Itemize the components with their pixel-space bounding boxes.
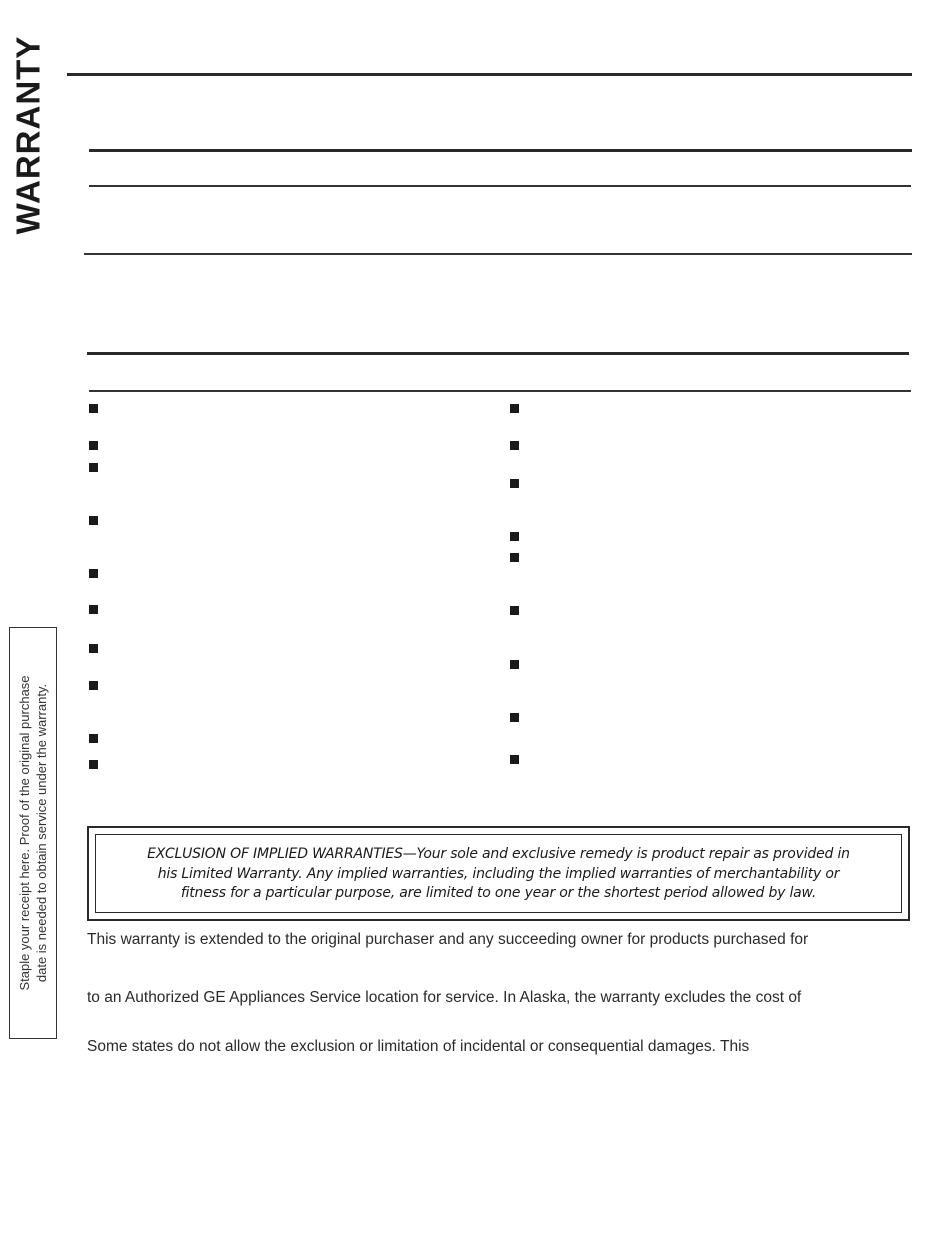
list-bullet <box>89 734 98 743</box>
list-bullet <box>510 404 519 413</box>
section-rule-3 <box>84 253 912 255</box>
list-bullet <box>89 404 98 413</box>
receipt-instructions-line-1: Staple your receipt here. Proof of the original purchase <box>17 675 32 991</box>
exclusion-notice-text <box>96 845 901 904</box>
list-bullet <box>510 441 519 450</box>
receipt-instructions-line-2: date is needed to obtain service under the warranty. <box>34 683 49 983</box>
list-bullet <box>89 605 98 614</box>
warranty-extension-paragraph: This warranty is extended to the original purchaser and any succeeding owner for products purchased for <box>87 931 809 948</box>
list-bullet <box>510 713 519 722</box>
state-rights-paragraph: Some states do not allow the exclusion or limitation of incidental or consequential damages. This <box>87 1038 750 1055</box>
exclusion-line-2: his Limited Warranty. Any implied warranties, including the implied warranties of merchantability or <box>157 865 840 882</box>
list-bullet <box>510 660 519 669</box>
exclusion-notice-box <box>87 826 910 921</box>
list-bullet <box>89 516 98 525</box>
warranty-title-text: WARRANTY <box>9 35 46 235</box>
exclusion-line-3: fitness for a particular purpose, are limited to one year or the shortest period allowed by law. <box>180 885 817 901</box>
list-bullet <box>89 681 98 690</box>
list-bullet <box>510 755 519 764</box>
section-rule-5 <box>89 390 911 392</box>
list-bullet <box>89 441 98 450</box>
list-bullet <box>89 760 98 769</box>
section-rule-1 <box>89 149 912 152</box>
list-bullet <box>510 606 519 615</box>
list-bullet <box>89 463 98 472</box>
list-bullet <box>89 644 98 653</box>
section-rule-2 <box>89 185 911 187</box>
exclusion-line-1: EXCLUSION OF IMPLIED WARRANTIES—Your sole and exclusive remedy is product repair as provided in <box>147 846 850 862</box>
exclusion-notice-inner-border <box>95 834 902 913</box>
warranty-side-title <box>3 30 53 240</box>
alaska-service-paragraph: to an Authorized GE Appliances Service location for service. In Alaska, the warranty excludes the cost of <box>87 989 802 1006</box>
list-bullet <box>510 553 519 562</box>
list-bullet <box>89 569 98 578</box>
header-rule <box>67 73 912 76</box>
list-bullet <box>510 479 519 488</box>
section-rule-4 <box>87 352 909 355</box>
list-bullet <box>510 532 519 541</box>
receipt-instructions <box>16 633 50 1033</box>
receipt-staple-box <box>9 627 57 1039</box>
